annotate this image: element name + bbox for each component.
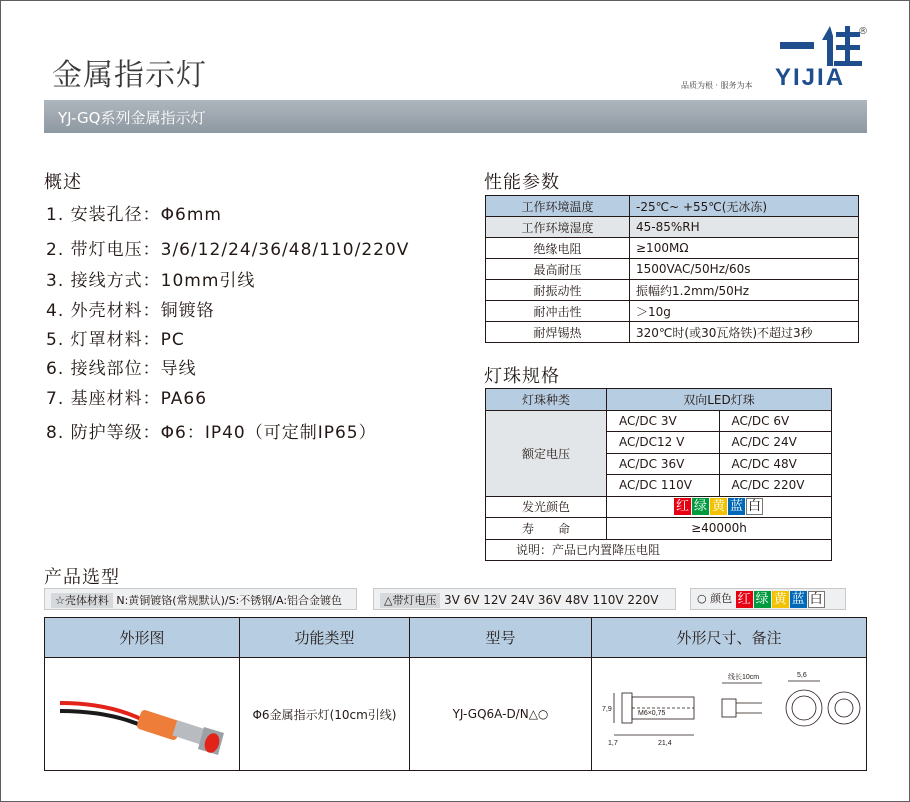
param-value: 45-85%RH — [630, 217, 859, 238]
table-row — [45, 658, 867, 771]
voltage-option: AC/DC 48V — [719, 453, 832, 475]
spec-line: 5. 灯罩材料：PC — [46, 330, 185, 350]
led-table — [485, 388, 832, 561]
spec-line: 7. 基座材料：PA66 — [46, 389, 208, 409]
color-chip-blue: 蓝 — [729, 499, 743, 515]
color-chip-red: 红 — [737, 591, 751, 607]
spec-line: 1. 安装孔径：Φ6mm — [46, 205, 222, 225]
param-key: 工作环境温度 — [486, 196, 630, 217]
voltage-option: AC/DC 6V — [719, 410, 832, 432]
series-banner: YJ-GQ系列金属指示灯 — [44, 100, 867, 133]
table-row — [486, 301, 859, 322]
voltage-values: 3V 6V 12V 24V 36V 48V 110V 220V — [443, 593, 659, 607]
spec-line: 8. 防护等级：Φ6：IP40（可定制IP65） — [46, 423, 377, 443]
color-label: 发光颜色 — [486, 496, 607, 518]
table-row — [486, 196, 859, 217]
voltage-option: AC/DC12 V — [607, 432, 720, 454]
led-note: 说明：产品已内置降压电阻 — [486, 539, 832, 561]
table-row — [486, 259, 859, 280]
life-value: ≥40000h — [607, 518, 832, 540]
function-cell: Φ6金属指示灯(10cm引线) — [240, 658, 410, 771]
param-key: 耐振动性 — [486, 280, 630, 301]
param-value: -25℃~ +55℃(无冰冻) — [630, 196, 859, 217]
param-key: 最高耐压 — [486, 259, 630, 280]
color-chip-red: 红 — [675, 499, 689, 515]
voltage-option: AC/DC 3V — [607, 410, 720, 432]
param-value: ＞10g — [630, 301, 859, 322]
overview-title: 概述 — [44, 172, 82, 193]
param-value: 振幅约1.2mm/50Hz — [630, 280, 859, 301]
table-row — [486, 518, 832, 540]
registered-mark: ® — [858, 26, 868, 37]
voltage-label: 额定电压 — [486, 410, 607, 496]
table-header-row — [45, 618, 867, 658]
page-title: 金属指示灯 — [52, 58, 207, 93]
shell-option-bar — [44, 588, 357, 610]
color-tag: ○ 颜色 — [697, 592, 733, 605]
header-model: 型号 — [410, 618, 592, 658]
product-table — [44, 617, 867, 771]
table-row — [486, 496, 832, 518]
slogan: 品质为根 · 服务为本 — [681, 81, 753, 90]
voltage-option: AC/DC 220V — [719, 475, 832, 497]
dim-flange: 1,7 — [608, 739, 618, 747]
param-value: 1500VAC/50Hz/60s — [630, 259, 859, 280]
shell-tag: ☆壳体材料 — [51, 593, 113, 608]
dimension-drawing — [594, 663, 864, 763]
spec-line: 4. 外壳材料：铜镀铬 — [46, 301, 215, 321]
color-chip-white: 白 — [747, 499, 761, 515]
voltage-option: AC/DC 36V — [607, 453, 720, 475]
dim-thread: M6×0,75 — [638, 709, 666, 717]
table-row — [486, 217, 859, 238]
logo-text: YIJIA — [775, 64, 846, 91]
selection-title: 产品选型 — [44, 567, 120, 588]
param-key: 绝缘电阻 — [486, 238, 630, 259]
performance-title: 性能参数 — [484, 172, 560, 193]
voltage-option: AC/DC 110V — [607, 475, 720, 497]
table-row — [486, 280, 859, 301]
led-title: 灯珠规格 — [484, 366, 560, 387]
param-key: 工作环境湿度 — [486, 217, 630, 238]
product-photo-cell — [45, 658, 240, 771]
table-row — [486, 539, 832, 561]
spec-line: 3. 接线方式：10mm引线 — [46, 271, 256, 291]
voltage-option: AC/DC 24V — [719, 432, 832, 454]
table-row — [486, 322, 859, 343]
yijia-logo-mark — [778, 24, 862, 68]
spec-line: 2. 带灯电压：3/6/12/24/36/48/110/220V — [46, 240, 410, 260]
table-row — [486, 410, 832, 432]
dimension-drawing-cell — [592, 658, 867, 771]
table-row — [486, 238, 859, 259]
led-type-label: 灯珠种类 — [486, 389, 607, 411]
header-shape: 外形图 — [45, 618, 240, 658]
led-type-value: 双向LED灯珠 — [607, 389, 832, 411]
param-key: 耐焊锡热 — [486, 322, 630, 343]
header-function: 功能类型 — [240, 618, 410, 658]
voltage-option-bar — [373, 588, 676, 610]
color-chip-green: 绿 — [693, 499, 707, 515]
dim-wire-length: 线长10cm — [728, 673, 760, 681]
color-chips — [607, 496, 832, 518]
param-value: ≥100MΩ — [630, 238, 859, 259]
spec-line: 6. 接线部位：导线 — [46, 359, 197, 379]
color-option-bar — [690, 588, 846, 610]
shell-value: N:黄铜镀铬(常规默认)/S:不锈钢/A:铝合金镀色 — [116, 594, 343, 607]
color-chip-white: 白 — [809, 591, 823, 607]
param-value: 320℃时(或30瓦烙铁)不超过3秒 — [630, 322, 859, 343]
voltage-tag: △带灯电压 — [380, 593, 440, 608]
header-dimensions: 外形尺寸、备注 — [592, 618, 867, 658]
indicator-light-photo — [50, 663, 235, 763]
color-chip-yellow: 黄 — [711, 499, 725, 515]
model-cell: YJ-GQ6A-D/N△○ — [410, 658, 592, 771]
color-chip-blue: 蓝 — [791, 591, 805, 607]
performance-table — [485, 195, 859, 343]
color-chip-yellow: 黄 — [773, 591, 787, 607]
dim-hex: 5,6 — [797, 671, 807, 679]
dim-height: 7,9 — [602, 705, 612, 713]
life-label: 寿 命 — [486, 518, 607, 540]
table-row — [486, 389, 832, 411]
dim-body: 21,4 — [658, 739, 672, 747]
param-key: 耐冲击性 — [486, 301, 630, 322]
color-chip-green: 绿 — [755, 591, 769, 607]
